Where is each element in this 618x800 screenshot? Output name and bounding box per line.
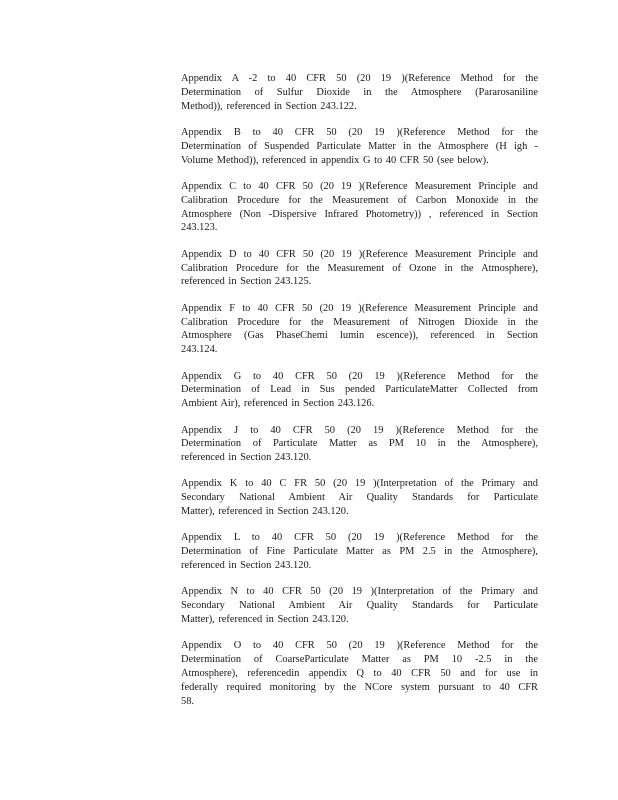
entry-line: Calibration Procedure for the Measurement of Carbon Monoxide in the <box>181 194 538 206</box>
entry-line: Atmosphere (Gas PhaseChemi lumin escence)), referenced in Section <box>181 330 538 342</box>
entry-line: Ambient Air), referenced in Section 243.126. <box>181 398 375 410</box>
entry-line: Appendix F to 40 CFR 50 (20 19 )(Reference Measurement Principle and <box>181 302 538 314</box>
entry-line: Appendix D to 40 CFR 50 (20 19 )(Reference Measurement Principle and <box>181 248 538 260</box>
appendix-b-entry <box>181 126 538 167</box>
entry-line: Determination of Particulate Matter as PM 10 in the Atmosphere), <box>181 438 538 450</box>
entry-line: Secondary National Ambient Air Quality Standards for Particulate <box>181 600 538 612</box>
appendix-g-entry <box>181 370 538 411</box>
entry-line: referenced in Section 243.125. <box>181 276 312 288</box>
appendix-n-entry <box>181 585 538 626</box>
appendix-d-entry <box>181 248 538 289</box>
entry-line: referenced in Section 243.120. <box>181 560 312 572</box>
appendix-reference-list <box>181 72 538 721</box>
entry-line: Appendix L to 40 CFR 50 (20 19 )(Reference Method for the <box>181 532 538 544</box>
entry-line: Matter), referenced in Section 243.120. <box>181 506 349 518</box>
entry-line: Calibration Procedure for the Measurement of Nitrogen Dioxide in the <box>181 316 538 328</box>
appendix-a2-entry <box>181 72 538 113</box>
entry-line: Determination of Lead in Sus pended ParticulateMatter Collected from <box>181 384 538 396</box>
entry-line: Calibration Procedure for the Measurement of Ozone in the Atmosphere), <box>181 262 538 274</box>
entry-line: Atmosphere (Non -Dispersive Infrared Photometry)) , referenced in Section <box>181 208 538 220</box>
appendix-o-entry <box>181 639 538 708</box>
entry-line: Appendix A -2 to 40 CFR 50 (20 19 )(Reference Method for the <box>181 73 538 84</box>
appendix-l-entry <box>181 531 538 572</box>
entry-line: Determination of Fine Particulate Matter as PM 2.5 in the Atmosphere), <box>181 546 538 558</box>
entry-line: federally required monitoring by the NCore system pursuant to 40 CFR <box>181 681 538 693</box>
appendix-c-entry <box>181 180 538 235</box>
entry-line: Appendix J to 40 CFR 50 (20 19 )(Reference Method for the <box>181 424 538 436</box>
entry-line: Appendix C to 40 CFR 50 (20 19 )(Reference Measurement Principle and <box>181 180 538 192</box>
entry-line: referenced in Section 243.120. <box>181 452 312 464</box>
entry-line: Secondary National Ambient Air Quality Standards for Particulate <box>181 492 538 504</box>
entry-line: Method)), referenced in Section 243.122. <box>181 100 357 112</box>
appendix-f-entry <box>181 302 538 357</box>
entry-line: Appendix G to 40 CFR 50 (20 19 )(Reference Method for the <box>181 370 538 382</box>
entry-line: Determination of Sulfur Dioxide in the Atmosphere (Pararosaniline <box>181 86 538 98</box>
entry-line: Appendix N to 40 CFR 50 (20 19 )(Interpretation of the Primary and <box>181 586 538 598</box>
entry-line: Determination of CoarseParticulate Matter as PM 10 -2.5 in the <box>181 654 538 666</box>
entry-line: 243.123. <box>181 222 218 234</box>
entry-line: 243.124. <box>181 344 218 356</box>
appendix-k-entry <box>181 477 538 518</box>
appendix-j-entry <box>181 424 538 465</box>
entry-line: Appendix B to 40 CFR 50 (20 19 )(Reference Method for the <box>181 126 538 138</box>
entry-line: Matter), referenced in Section 243.120. <box>181 614 349 626</box>
entry-line: Determination of Suspended Particulate Matter in the Atmosphere (H igh - <box>181 140 538 152</box>
entry-line: Volume Method)), referenced in appendix G to 40 CFR 50 (see below). <box>181 154 489 166</box>
entry-line: Atmosphere), referencedin appendix Q to 40 CFR 50 and for use in <box>181 668 538 680</box>
entry-line: Appendix K to 40 C FR 50 (20 19 )(Interpretation of the Primary and <box>181 478 538 490</box>
entry-line: 58. <box>181 695 194 707</box>
entry-line: Appendix O to 40 CFR 50 (20 19 )(Reference Method for the <box>181 640 538 652</box>
